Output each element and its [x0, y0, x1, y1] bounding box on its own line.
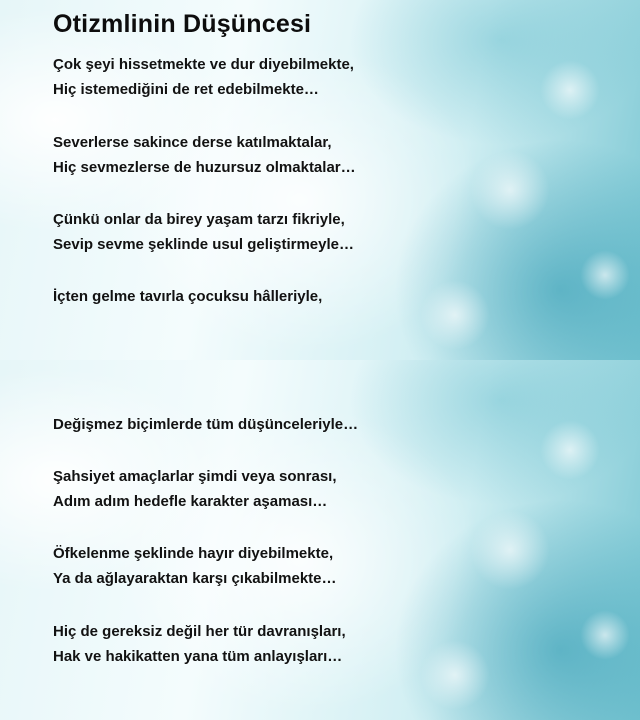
- background-panel-bottom: [0, 360, 640, 720]
- bokeh-light: [420, 640, 490, 710]
- poem-line: Adım adım hedefle karakter aşaması…: [53, 493, 328, 510]
- bokeh-light: [540, 60, 600, 120]
- poem-line: Çok şeyi hissetmekte ve dur diyebilmekte,: [53, 56, 354, 73]
- poem-line: Severlerse sakince derse katılmaktalar,: [53, 134, 332, 151]
- poem-line: Hiç istemediğini de ret edebilmekte…: [53, 81, 319, 98]
- bokeh-light: [420, 280, 490, 350]
- bokeh-light: [470, 150, 550, 230]
- bokeh-light: [540, 420, 600, 480]
- poem-title: Otizmlinin Düşüncesi: [53, 10, 312, 38]
- poem-line: Hiç sevmezlerse de huzursuz olmaktalar…: [53, 159, 356, 176]
- bokeh-light: [580, 250, 630, 300]
- poem-line: Hiç de gereksiz değil her tür davranışları,: [53, 623, 346, 640]
- poem-line: Sevip sevme şeklinde usul geliştirmeyle…: [53, 236, 354, 253]
- poem-line: İçten gelme tavırla çocuksu hâlleriyle,: [53, 288, 323, 305]
- bokeh-light: [470, 510, 550, 590]
- bokeh-light: [580, 610, 630, 660]
- poem-line: Şahsiyet amaçlarlar şimdi veya sonrası,: [53, 468, 337, 485]
- poem-line: Ya da ağlayaraktan karşı çıkabilmekte…: [53, 570, 337, 587]
- poem-line: Öfkelenme şeklinde hayır diyebilmekte,: [53, 545, 334, 562]
- poem-line: Değişmez biçimlerde tüm düşünceleriyle…: [53, 416, 359, 433]
- poem-line: Çünkü onlar da birey yaşam tarzı fikriyle,: [53, 211, 345, 228]
- poem-line: Hak ve hakikatten yana tüm anlayışları…: [53, 648, 343, 665]
